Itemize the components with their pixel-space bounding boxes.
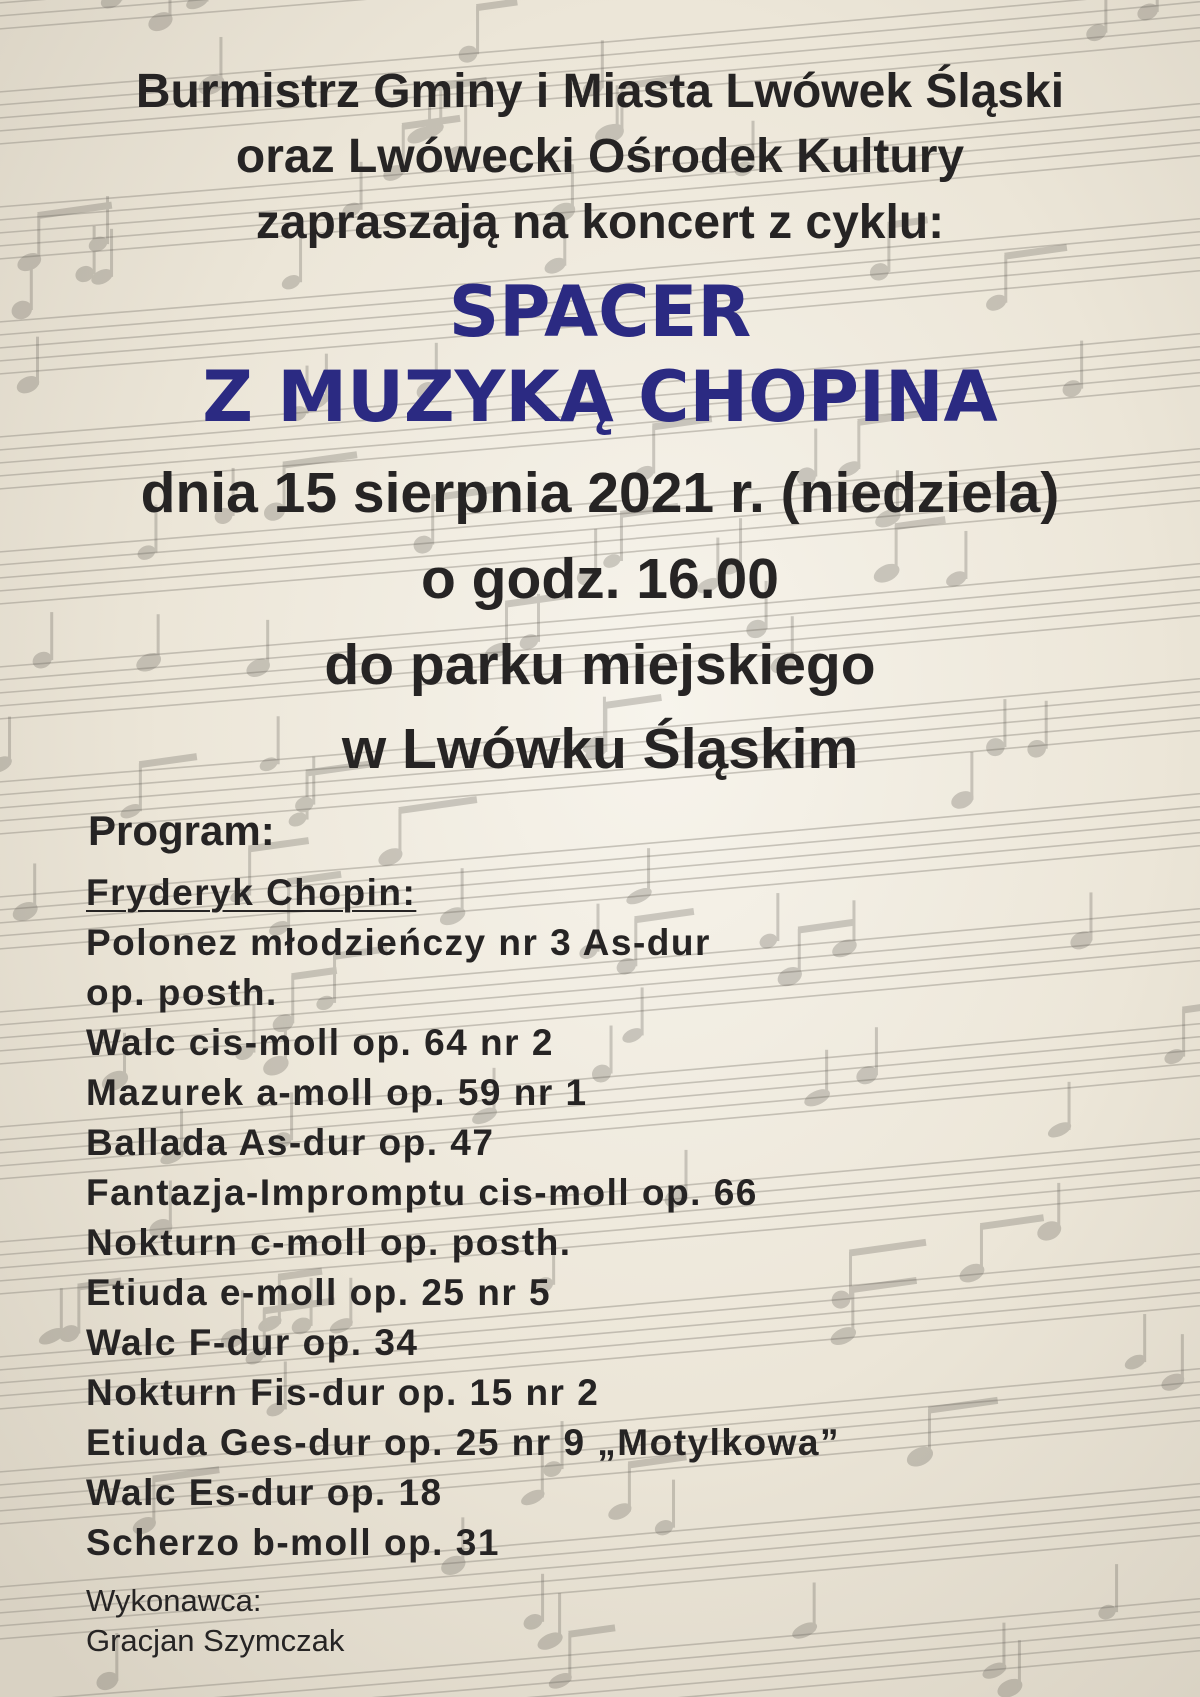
organizer-line-1: Burmistrz Gminy i Miasta Lwówek Śląski [135,65,1065,118]
program-item: Etiuda e-moll op. 25 nr 5 [86,1272,552,1313]
event-date: dnia 15 sierpnia 2021 r. (niedziela) [140,461,1060,525]
program-heading: Program: [88,807,275,854]
program-list [86,918,840,1568]
organizer-line-2: oraz Lwówecki Ośrodek Kultury [235,130,965,183]
performer-name: Gracjan Szymczak [86,1623,345,1658]
title-line-2: Z MUZYKĄ CHOPINA [202,356,998,438]
invitation-line: zapraszają na koncert z cyklu: [255,196,945,249]
program-item: Scherzo b-moll op. 31 [86,1522,500,1563]
composer-name: Fryderyk Chopin: [86,872,417,913]
program-item: Nokturn c-moll op. posth. [86,1222,572,1263]
program-item: Mazurek a-moll op. 59 nr 1 [86,1072,588,1113]
program-item: Nokturn Fis-dur op. 15 nr 2 [86,1372,600,1413]
program-item: Ballada As-dur op. 47 [86,1122,495,1163]
event-place-2: w Lwówku Śląskim [341,717,859,781]
title-line-1: SPACER [448,271,752,353]
program-item: Walc Es-dur op. 18 [86,1472,443,1513]
program-item: Polonez młodzieńczy nr 3 As-dur [86,922,711,963]
program-item: Walc F-dur op. 34 [86,1322,419,1363]
program-item: Fantazja-Impromptu cis-moll op. 66 [86,1172,758,1213]
program-item: Etiuda Ges-dur op. 25 nr 9 „Motylkowa” [86,1422,840,1463]
performer-label: Wykonawca: [86,1583,262,1618]
program-item: op. posth. [86,972,278,1013]
event-time: o godz. 16.00 [421,547,779,611]
program-item: Walc cis-moll op. 64 nr 2 [86,1022,554,1063]
event-place-1: do parku miejskiego [324,633,876,697]
